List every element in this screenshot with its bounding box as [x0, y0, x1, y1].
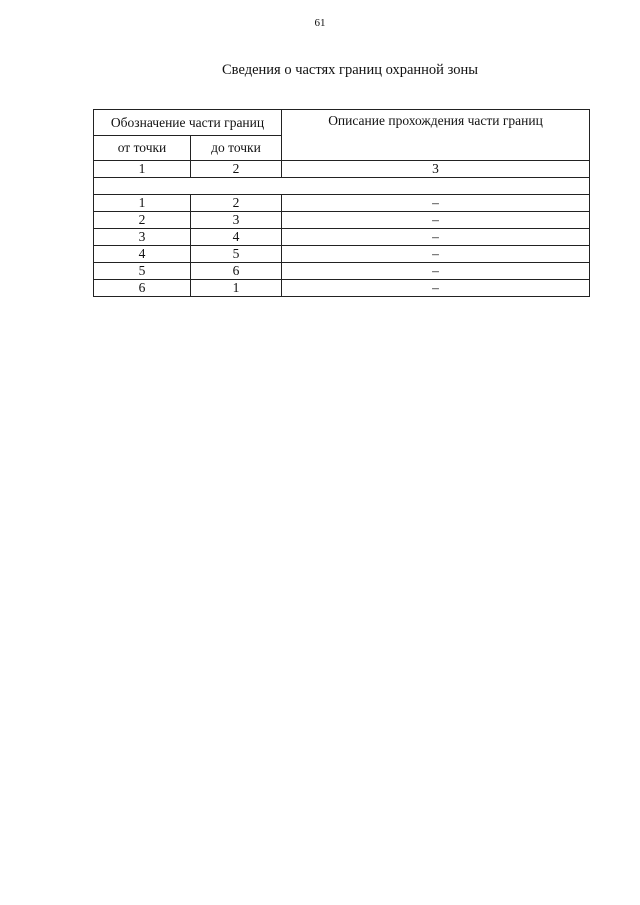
to-point-cell: 5 [191, 246, 282, 263]
boundary-parts-table [93, 109, 590, 297]
description-cell: – [282, 263, 590, 280]
to-point-cell: 6 [191, 263, 282, 280]
table-header-row [94, 110, 590, 136]
from-point-cell: 1 [94, 195, 191, 212]
table-row [94, 246, 590, 263]
page-number: 61 [314, 17, 326, 29]
to-point-cell: 3 [191, 212, 282, 229]
description-cell: – [282, 212, 590, 229]
column-number: 2 [191, 161, 282, 178]
document-title: Сведения о частях границ охранной зоны [222, 62, 478, 78]
table-row [94, 195, 590, 212]
column-number: 3 [282, 161, 590, 178]
table-row [94, 280, 590, 297]
from-point-cell: 5 [94, 263, 191, 280]
from-point-cell: 6 [94, 280, 191, 297]
header-boundary-description: Описание прохождения части границ [282, 110, 590, 161]
table-row [94, 229, 590, 246]
column-number: 1 [94, 161, 191, 178]
table-row [94, 263, 590, 280]
description-cell: – [282, 280, 590, 297]
empty-cell [94, 178, 590, 195]
table-row [94, 212, 590, 229]
description-cell: – [282, 229, 590, 246]
description-cell: – [282, 195, 590, 212]
from-point-cell: 2 [94, 212, 191, 229]
header-to-point: до точки [191, 136, 282, 161]
empty-separator-row [94, 178, 590, 195]
description-cell: – [282, 246, 590, 263]
header-boundary-designation: Обозначение части границ [94, 110, 282, 136]
to-point-cell: 1 [191, 280, 282, 297]
to-point-cell: 2 [191, 195, 282, 212]
column-number-row [94, 161, 590, 178]
from-point-cell: 3 [94, 229, 191, 246]
from-point-cell: 4 [94, 246, 191, 263]
header-from-point: от точки [94, 136, 191, 161]
to-point-cell: 4 [191, 229, 282, 246]
